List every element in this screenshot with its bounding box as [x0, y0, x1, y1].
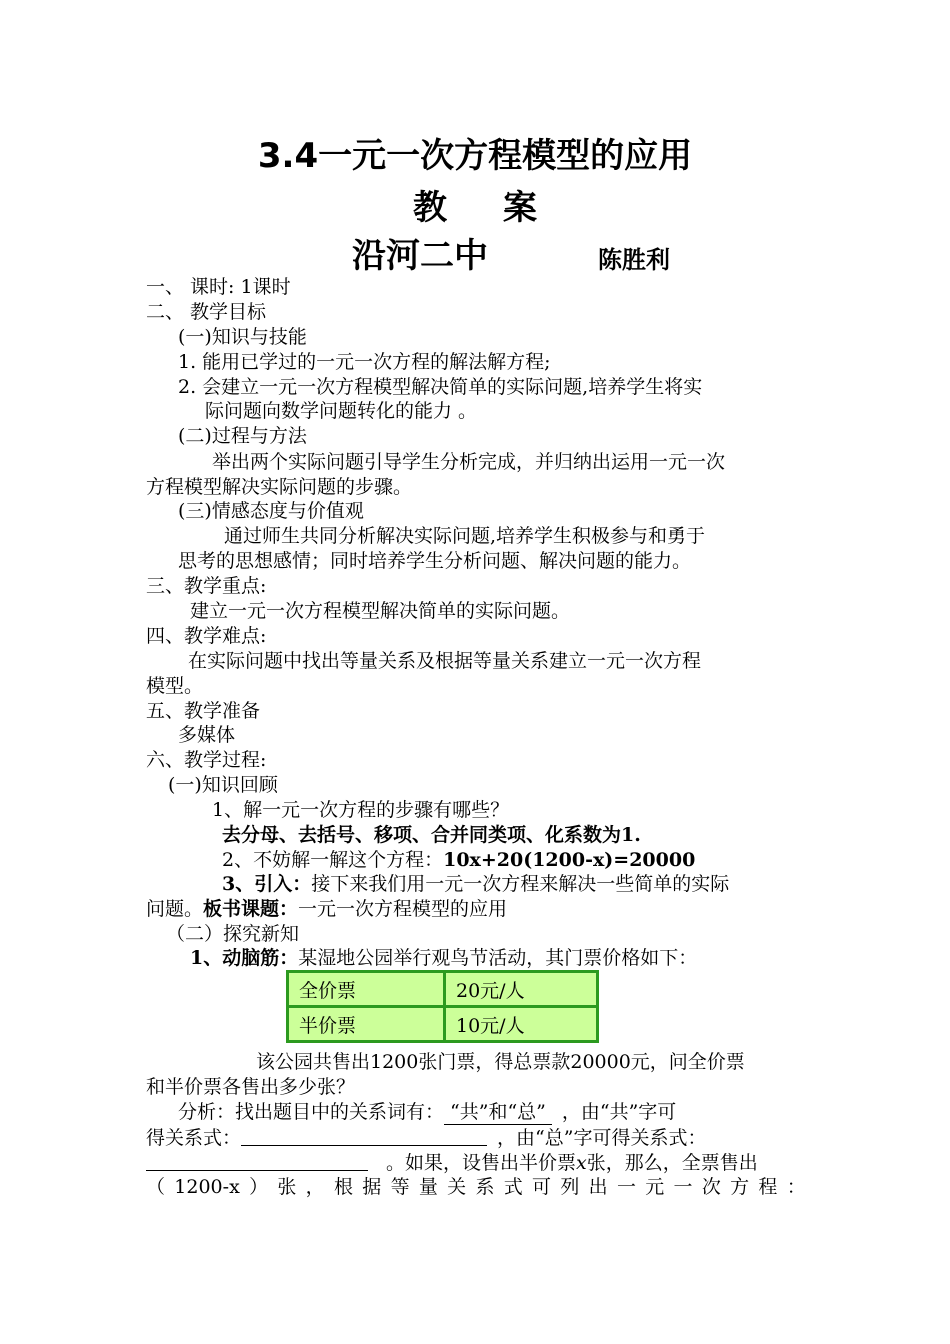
text-line: 思考的思想感情；同时培养学生分析问题、解决问题的能力。	[178, 550, 692, 572]
text-token: 一	[673, 1176, 693, 1198]
text-token: 据	[362, 1176, 382, 1198]
table-row	[288, 1007, 598, 1042]
text-line: 方程模型解决实际问题的步骤。	[146, 476, 413, 498]
subsection-values: (三)情感态度与价值观	[178, 500, 364, 522]
text-line: 通过师生共同分析解决实际问题,培养学生积极参与和勇于	[224, 525, 706, 547]
section-objectives: 二、 教学目标	[146, 301, 267, 323]
text-line: 3、引入：接下来我们用一元一次方程来解决一些简单的实际	[222, 873, 730, 895]
section-preparation: 五、教学准备	[146, 700, 261, 722]
page-subtitle: 教案	[413, 188, 593, 228]
table-cell: 20元/人	[445, 972, 598, 1007]
text-token: （	[146, 1176, 166, 1198]
text-line: 和半价票各售出多少张？	[146, 1076, 356, 1098]
text-token: 方	[730, 1176, 750, 1198]
table-cell: 全价票	[288, 972, 445, 1007]
underlined-keywords: “共”和“总”	[444, 1100, 552, 1125]
text-line-justified	[146, 1175, 806, 1199]
text-token: 系	[475, 1176, 495, 1198]
page-title: 3.4一元一次方程模型的应用	[257, 136, 693, 176]
text-line: 在实际问题中找出等量关系及根据等量关系建立一元一次方程	[188, 650, 702, 672]
text-line: 举出两个实际问题引导学生分析完成，并归纳出运用一元一次	[212, 451, 726, 473]
blank-field	[146, 1150, 368, 1171]
text-line: 1. 能用已学过的一元一次方程的解法解方程;	[178, 351, 551, 373]
subsection-explore: （二）探究新知	[166, 923, 300, 945]
school-name: 沿河二中	[352, 236, 488, 276]
table-row	[288, 972, 598, 1007]
text-token: 可	[532, 1176, 552, 1198]
text-line: 建立一元一次方程模型解决简单的实际问题。	[190, 600, 571, 622]
text-token: 出	[588, 1176, 608, 1198]
equation: 10x+20(1200-x)=20000	[443, 849, 696, 871]
text-line: 1、解一元一次方程的步骤有哪些？	[212, 799, 510, 821]
text-token: ：	[786, 1176, 806, 1198]
subsection-review: (一)知识回顾	[168, 774, 278, 796]
text-line: 问题。板书课题：一元一次方程模型的应用	[146, 898, 508, 920]
price-table	[286, 970, 599, 1043]
section-key-points: 三、教学重点:	[146, 575, 267, 597]
text-token: 张	[277, 1176, 297, 1198]
text-line: 模型。	[146, 675, 204, 697]
table-cell: 10元/人	[445, 1007, 598, 1042]
text-token: 量	[418, 1176, 438, 1198]
text-line: 际问题向数学问题转化的能力 。	[205, 400, 478, 422]
text-line: 2. 会建立一元一次方程模型解决简单的实际问题,培养学生将实	[178, 376, 703, 398]
table-cell: 半价票	[288, 1007, 445, 1042]
text-token: 等	[390, 1176, 410, 1198]
answer-line: 去分母、去括号、移项、合并同类项、化系数为1.	[222, 824, 641, 846]
text-line: 该公园共售出1200张门票，得总票款20000元，问全价票	[256, 1051, 745, 1073]
text-token: ）	[249, 1176, 269, 1198]
subsection-knowledge: (一)知识与技能	[178, 326, 307, 348]
section-process: 六、教学过程:	[146, 749, 267, 771]
author-name: 陈胜利	[598, 246, 670, 274]
blank-field	[241, 1125, 487, 1146]
text-line: 多媒体	[178, 724, 236, 746]
text-token: 根	[333, 1176, 353, 1198]
text-token: 一	[616, 1176, 636, 1198]
text-token: 程	[758, 1176, 778, 1198]
text-token: 次	[701, 1176, 721, 1198]
text-token: 式	[503, 1176, 523, 1198]
text-line: 2、不妨解一解这个方程：10x+20(1200-x)=20000	[222, 849, 696, 871]
text-token: ，	[305, 1176, 325, 1198]
text-line: 。如果，设售出半价票x张，那么，全票售出	[146, 1150, 758, 1175]
subsection-process: (二)过程与方法	[178, 425, 307, 447]
section-difficulties: 四、教学难点:	[146, 625, 267, 647]
text-token: 1200-x	[174, 1176, 240, 1198]
text-line: 1、动脑筋：某湿地公园举行观鸟节活动，其门票价格如下：	[190, 947, 698, 969]
text-token: 关	[447, 1176, 467, 1198]
text-token: 列	[560, 1176, 580, 1198]
text-line: 得关系式： ，由“总”字可得关系式：	[146, 1127, 707, 1149]
text-line: 分析：找出题目中的关系词有： “共”和“总” ，由“共”字可	[178, 1101, 677, 1123]
section-hours: 一、 课时: 1课时	[146, 276, 291, 298]
text-token: 元	[645, 1176, 665, 1198]
